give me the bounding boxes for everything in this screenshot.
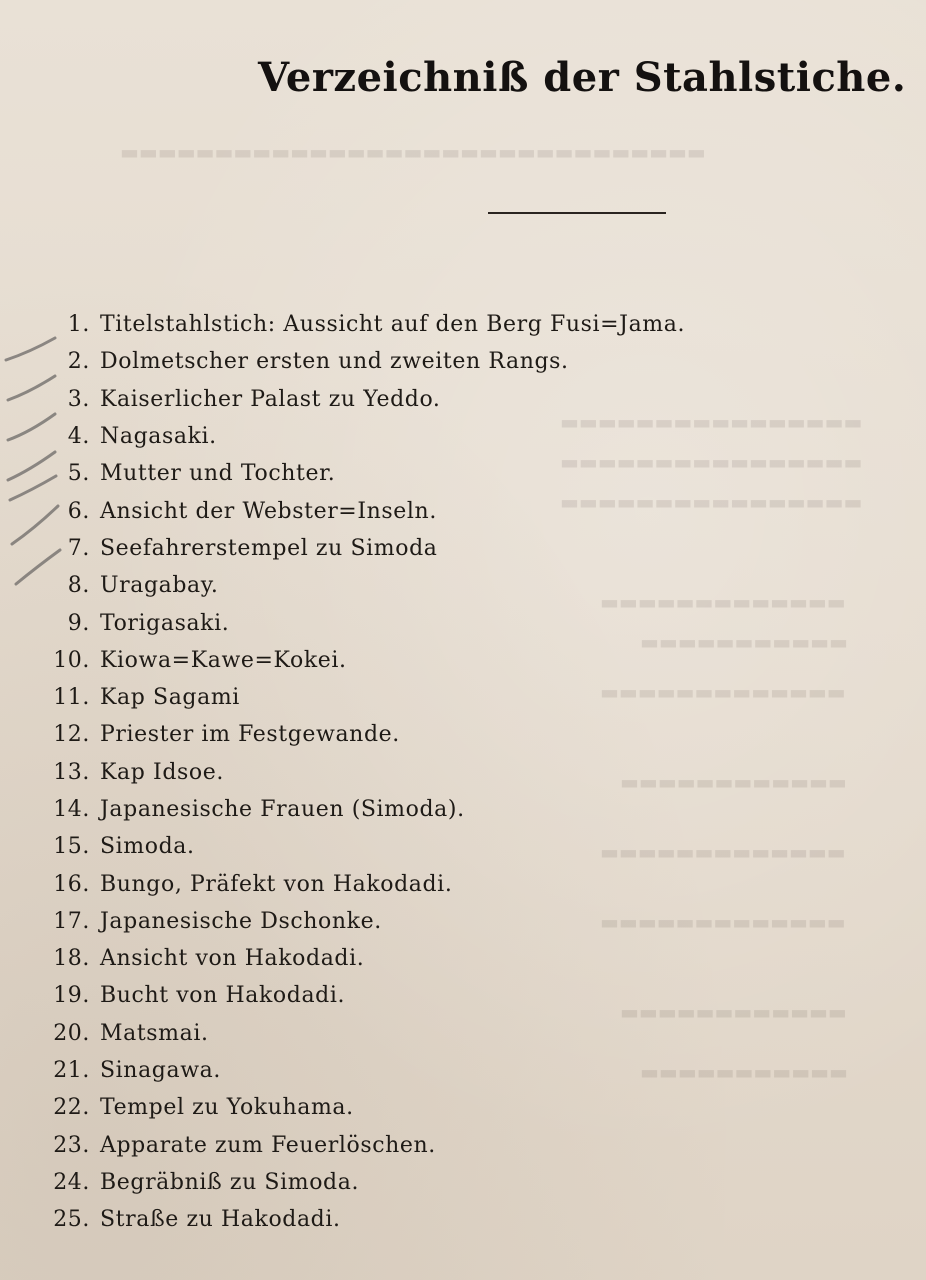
list-item [46,754,906,791]
entry-number: 10. [53,647,90,673]
entry-number: 6. [67,498,90,524]
entry-number: 18. [53,946,90,972]
list-item [46,530,906,567]
entry-text: Apparate zum Feuerlöschen. [100,1132,436,1158]
entry-text: Nagasaki. [100,424,217,450]
entry-text: Ansicht von Hakodadi. [100,946,365,972]
entry-number: 24. [53,1169,90,1195]
show-through-line: ▬▬▬▬▬▬▬▬▬▬▬▬▬ [600,680,846,704]
list-item [46,418,906,455]
show-through-line: ▬▬▬▬▬▬▬▬▬▬▬ [640,1060,848,1084]
entry-number: 5. [67,461,90,487]
list-item [46,492,906,529]
show-through-line: ▬▬▬▬▬▬▬▬▬▬▬▬▬▬▬▬ [560,490,863,514]
entry-text: Japanesische Dschonke. [100,908,382,934]
show-through-line: ▬▬▬▬▬▬▬▬▬▬▬▬ [620,1000,847,1024]
list-item [46,977,906,1014]
list-item [46,1052,906,1089]
entry-number: 7. [67,535,90,561]
entry-number: 14. [53,797,90,822]
entry-number: 23. [53,1132,90,1158]
page-title: Verzeichniß der Stahlstiche. [258,54,907,101]
list-item [46,903,906,940]
list-item [46,865,906,902]
list-item [46,940,906,977]
show-through-line: ▬▬▬▬▬▬▬▬▬▬▬▬▬ [600,910,846,934]
entry-text: Bungo, Präfekt von Hakodadi. [100,871,453,897]
entry-number: 1. [67,312,90,338]
list-item [46,381,906,418]
entry-text: Ansicht der Webster=Inseln. [100,498,437,524]
entry-text: Begräbniß zu Simoda. [100,1169,360,1195]
entry-text: Straße zu Hakodadi. [100,1207,341,1233]
entry-text: Torigasaki. [100,610,230,636]
entry-text: Uragabay. [100,573,219,599]
list-item [46,679,906,716]
list-item [46,306,906,343]
show-through-line: ▬▬▬▬▬▬▬▬▬▬▬▬▬ [600,590,846,614]
list-item [46,828,906,865]
entry-text: Priester im Festgewande. [100,722,400,748]
entry-number: 20. [53,1020,90,1046]
list-item [46,642,906,679]
show-through-line: ▬▬▬▬▬▬▬▬▬▬▬▬ [620,770,847,794]
entry-text: Kaiserlicher Palast zu Yeddo. [100,386,441,412]
list-item [46,791,906,828]
title-divider [488,212,666,214]
list-item [46,455,906,492]
entry-number: 13. [53,759,90,785]
entry-text: Mutter und Tochter. [100,461,336,487]
list-item [46,1127,906,1164]
entry-text: Sinagawa. [100,1058,221,1084]
show-through-line: ▬▬▬▬▬▬▬▬▬▬▬▬▬▬▬▬▬▬▬▬▬▬▬▬▬▬▬▬▬▬▬ [120,140,706,164]
entry-text: Seefahrerstempel zu Simoda [100,535,438,561]
entry-number: 3. [67,386,90,412]
entry-number: 16. [53,871,90,897]
entry-text: Japanesische Frauen (Simoda). [100,797,465,822]
show-through-line: ▬▬▬▬▬▬▬▬▬▬▬▬▬▬▬▬ [560,450,863,474]
entry-number: 17. [53,908,90,934]
entry-text: Matsmai. [100,1020,209,1046]
entry-number: 8. [67,573,90,599]
entry-number: 4. [67,424,90,450]
entry-number: 19. [53,983,90,1009]
list-item [46,1015,906,1052]
entry-number: 21. [53,1058,90,1084]
plate-list [46,306,906,1238]
list-item [46,567,906,604]
entry-number: 11. [53,685,90,711]
entry-number: 9. [67,610,90,636]
list-item [46,604,906,641]
entry-number: 2. [67,349,90,375]
list-item [46,1164,906,1201]
entry-text: Dolmetscher ersten und zweiten Rangs. [100,349,569,375]
entry-text: Kap Sagami [100,685,240,711]
entry-number: 15. [53,834,90,860]
entry-text: Titelstahlstich: Aussicht auf den Berg Fusi=Jama. [100,312,686,338]
entry-text: Kiowa=Kawe=Kokei. [100,647,347,673]
entry-number: 12. [53,722,90,748]
list-item [46,1089,906,1126]
entry-text: Bucht von Hakodadi. [100,983,346,1009]
list-item [46,716,906,753]
entry-text: Kap Idsoe. [100,759,224,785]
entry-text: Simoda. [100,834,195,860]
show-through-line: ▬▬▬▬▬▬▬▬▬▬▬ [640,630,848,654]
list-item [46,1201,906,1238]
show-through-line: ▬▬▬▬▬▬▬▬▬▬▬▬▬▬▬▬ [560,410,863,434]
list-item [46,343,906,380]
entry-number: 22. [53,1095,90,1121]
show-through-line: ▬▬▬▬▬▬▬▬▬▬▬▬▬ [600,840,846,864]
entry-text: Tempel zu Yokuhama. [100,1095,354,1121]
entry-number: 25. [53,1207,90,1233]
